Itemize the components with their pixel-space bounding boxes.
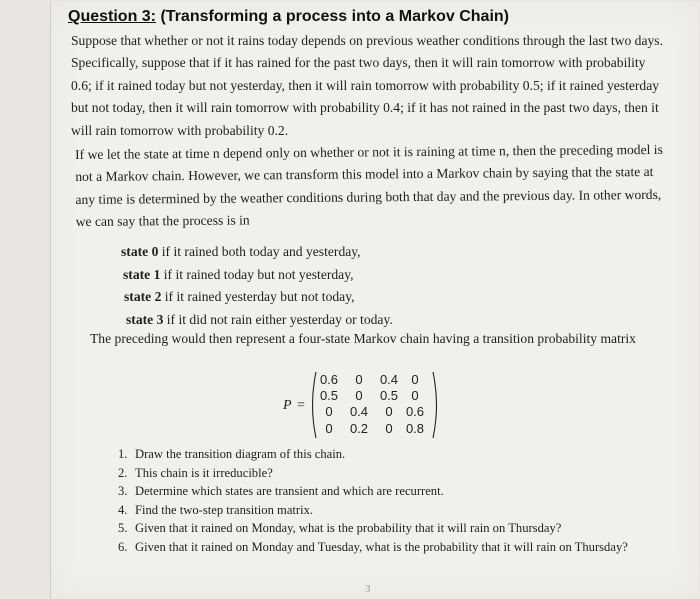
question-list [118, 445, 628, 556]
question-text: Given that it rained on Monday, what is the probability that it will rain on Thursday? [135, 521, 562, 535]
matrix-cell: 0.6 [405, 404, 425, 419]
question-text: Determine which states are transient and which are recurrent. [135, 484, 444, 498]
paragraph-line: but not today, then it will rain tomorrow with probability 0.4; if it has not rained in the past two days, then it [71, 100, 659, 116]
matrix-cell: 0.5 [379, 388, 399, 403]
question-number-label: 1. [118, 447, 128, 461]
matrix-cell: 0.5 [319, 388, 339, 403]
page-number: 3 [365, 583, 371, 595]
question-number: Question 3: [68, 8, 157, 25]
question-title [68, 8, 509, 26]
question-item [118, 519, 628, 538]
state-definition [124, 286, 393, 309]
matrix-cell: 0 [355, 372, 363, 387]
matrix-cell: 0 [385, 404, 393, 419]
matrix-cell: 0.8 [405, 421, 425, 436]
transition-matrix [283, 370, 443, 440]
state-text: if it did not rain either yesterday or today. [163, 311, 393, 327]
state-label: state 2 [124, 289, 162, 305]
paragraph-2 [75, 139, 664, 234]
paragraph-1 [71, 30, 663, 142]
paragraph-line: any time is determined by the weather conditions during both that day and the previous day. In other words, [75, 186, 662, 207]
matrix-cell: 0 [355, 388, 363, 403]
state-label: state 3 [126, 311, 164, 327]
matrix-cell: 0.4 [379, 372, 399, 387]
paragraph-line: Suppose that whether or not it rains today depends on previous weather conditions through the last two days. [71, 33, 663, 48]
matrix-cell: 0.6 [319, 372, 339, 387]
question-item [118, 464, 628, 483]
paragraph-line: we can say that the process is in [75, 212, 250, 230]
question-number-label: 5. [118, 521, 128, 535]
question-item [118, 501, 628, 520]
matrix-cell: 0.4 [349, 404, 369, 419]
state-definition [123, 264, 393, 287]
question-text: This chain is it irreducible? [135, 465, 273, 480]
state-text: if it rained both today and yesterday, [158, 244, 361, 259]
question-item [118, 482, 628, 501]
state-label: state 1 [123, 266, 161, 282]
question-number-label: 4. [118, 502, 128, 517]
state-text: if it rained today but not yesterday, [160, 266, 354, 282]
question-number-label: 3. [118, 484, 128, 498]
matrix-equals: = [297, 398, 305, 413]
question-number-label: 6. [118, 539, 128, 554]
state-definitions [121, 241, 393, 331]
question-text: Find the two-step transition matrix. [135, 502, 314, 517]
state-definition [126, 309, 393, 332]
matrix-cell: 0 [411, 388, 419, 403]
question-text: Given that it rained on Monday and Tuesday, what is the probability that it will rain on Thursday? [135, 539, 628, 554]
state-label: state 0 [121, 244, 159, 259]
paragraph-line: not a Markov chain. However, we can transform this model into a Markov chain by saying that the state at [75, 164, 654, 185]
question-text: Draw the transition diagram of this chain. [135, 447, 346, 461]
question-item [118, 538, 628, 557]
question-title-text: (Transforming a process into a Markov Chain) [160, 8, 509, 25]
matrix-cell: 0 [325, 404, 333, 419]
matrix-cell: 0 [411, 372, 419, 387]
matrix-label: P [283, 398, 292, 413]
paragraph-line: If we let the state at time n depend only on whether or not it is raining at time n, then the preceding model is [75, 141, 663, 162]
state-definition [121, 241, 393, 264]
question-item [118, 445, 628, 464]
paragraph-line: Specifically, suppose that if it has rained for the past two days, then it will rain tomorrow with probability [71, 55, 646, 71]
paragraph-line: will rain tomorrow with probability 0.2. [71, 122, 289, 138]
matrix-cell: 0 [325, 421, 333, 436]
matrix-intro: The preceding would then represent a four-state Markov chain having a transition probability matrix [90, 331, 636, 346]
question-number-label: 2. [118, 465, 128, 480]
matrix-cell: 0.2 [349, 421, 369, 436]
matrix-cell: 0 [385, 421, 393, 436]
paragraph-line: 0.6; if it rained today but not yesterday, then it will rain tomorrow with probability 0.5; if it rained yesterday [71, 77, 660, 93]
state-text: if it rained yesterday but not today, [161, 289, 355, 305]
